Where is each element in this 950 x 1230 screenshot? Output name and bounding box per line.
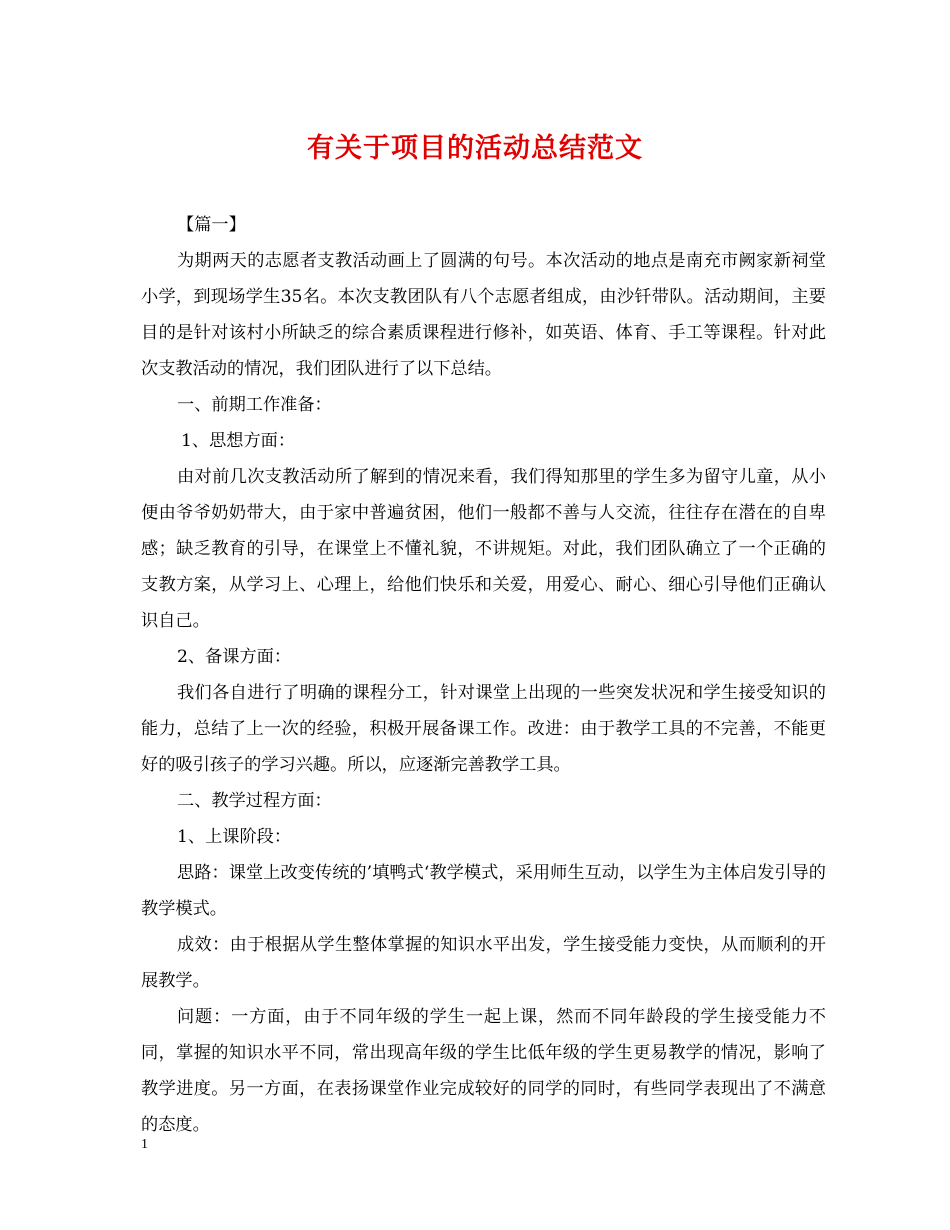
section-heading: 一、前期工作准备： xyxy=(177,395,332,415)
paragraph: 思路：课堂上改变传统的’填鸭式‘教学模式，采用师生互动，以学生为主体启发引导的教学模式。 xyxy=(141,863,826,919)
document-body xyxy=(141,207,826,1143)
section-heading: 二、教学过程方面： xyxy=(177,791,332,811)
paragraph: 我们各自进行了明确的课程分工，针对课堂上出现的一些突发状况和学生接受知识的能力，总结了上一次的经验，积极开展备课工作。改进：由于教学工具的不完善，不能更好的吸引孩子的学习兴趣。所以，应逐渐完善教学工具。 xyxy=(141,683,826,775)
paragraph: 为期两天的志愿者支教活动画上了圆满的句号。本次活动的地点是南充市阙家新祠堂小学，到现场学生35名。本次支教团队有八个志愿者组成，由沙钎带队。活动期间，主要目的是针对该村小所缺乏的综合素质课程进行修补，如英语、体育、手工等课程。针对此次支教活动的情况，我们团队进行了以下总结。 xyxy=(141,251,826,379)
subsection-heading: 1、思想方面： xyxy=(181,431,296,451)
subsection-heading: 1、上课阶段： xyxy=(177,827,292,847)
document-title: 有关于项目的活动总结范文 xyxy=(307,133,643,164)
paragraph: 成效：由于根据从学生整体掌握的知识水平出发，学生接受能力变快，从而顺利的开展教学。 xyxy=(141,935,826,991)
page-number: 1 xyxy=(141,1137,148,1152)
subsection-heading: 2、备课方面： xyxy=(177,647,292,667)
paragraph: 由对前几次支教活动所了解到的情况来看，我们得知那里的学生多为留守儿童，从小便由爷爷奶奶带大，由于家中普遍贫困，他们一般都不善与人交流，往往存在潜在的自卑感；缺乏教育的引导，在课堂上不懂礼貌，不讲规矩。对此，我们团队确立了一个正确的支教方案，从学习上、心理上，给他们快乐和关爱，用爱心、耐心、细心引导他们正确认识自己。 xyxy=(141,467,826,631)
section-label: 【篇一】 xyxy=(177,215,246,235)
paragraph: 问题：一方面，由于不同年级的学生一起上课，然而不同年龄段的学生接受能力不同，掌握的知识水平不同，常出现高年级的学生比低年级的学生更易教学的情况，影响了教学进度。另一方面，在表扬课堂作业完成较好的同学的同时，有些同学表现出了不满意的态度。 xyxy=(141,1007,826,1135)
